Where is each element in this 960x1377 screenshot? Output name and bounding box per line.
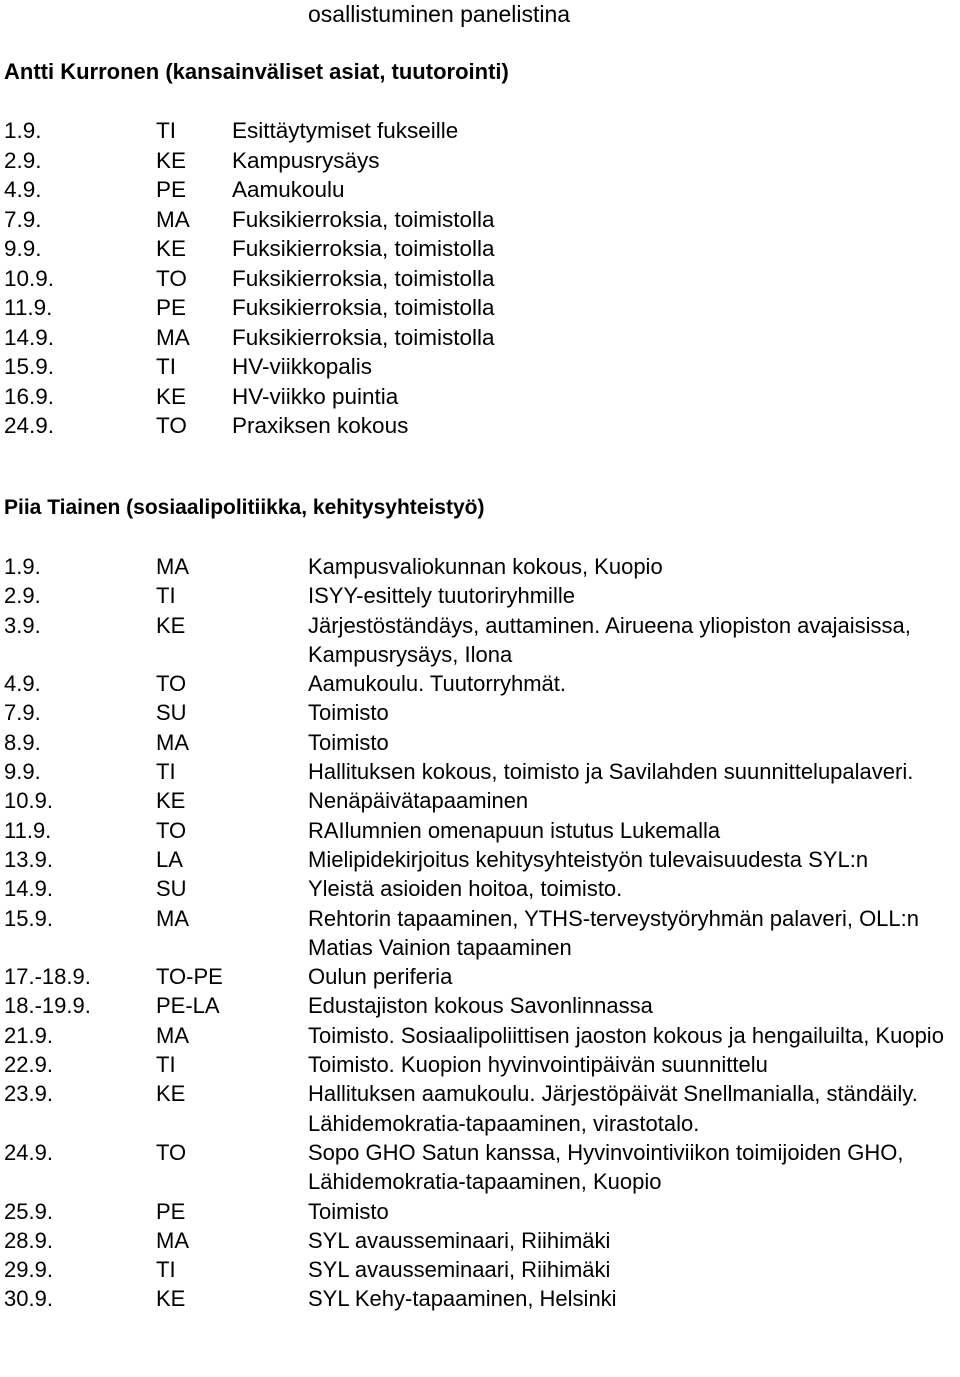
schedule-date: 24.9. [4, 413, 55, 438]
schedule-row [4, 874, 958, 903]
schedule-date: 1.9. [4, 118, 42, 143]
schedule-description: Edustajiston kokous Savonlinnassa [308, 993, 653, 1019]
section-heading-antti: Antti Kurronen (kansainväliset asiat, tuutorointi) [4, 59, 509, 84]
schedule-day: PE [156, 295, 187, 320]
schedule-description: Kampusvaliokunnan kokous, Kuopio [308, 554, 663, 579]
schedule-description: Fuksikierroksia, toimistolla [232, 265, 495, 291]
schedule-description: Toimisto. Kuopion hyvinvointipäivän suunnittelu [308, 1052, 768, 1078]
schedule-description: Esittäytymiset fukseille [232, 118, 459, 143]
schedule-description: Fuksikierroksia, toimistolla [232, 236, 495, 261]
schedule-row [4, 991, 958, 1020]
schedule-description: ISYY-esittely tuutoriryhmille [308, 583, 575, 609]
schedule-day: MA [156, 729, 189, 755]
schedule-description: Mielipidekirjoitus kehitysyhteistyön tulevaisuudesta SYL:n [308, 846, 869, 872]
schedule-date: 15.9. [4, 354, 55, 379]
schedule-row [4, 552, 958, 581]
schedule-day: PE [156, 1198, 186, 1224]
schedule-day: TI [156, 118, 176, 143]
schedule-description: Nenäpäivätapaaminen [308, 788, 529, 814]
schedule-day: KE [156, 383, 187, 409]
schedule-day: KE [156, 612, 186, 638]
schedule-row [4, 146, 495, 176]
schedule-description: Aamukoulu [232, 177, 345, 202]
schedule-day: TI [156, 1052, 176, 1078]
schedule-day: TO-PE [156, 964, 223, 990]
schedule-row [4, 352, 495, 382]
schedule-day: KE [156, 1286, 186, 1312]
schedule-row [4, 1226, 958, 1255]
schedule-date: 2.9. [4, 583, 41, 609]
schedule-date: 23.9. [4, 1081, 53, 1107]
schedule-day: TO [156, 1139, 187, 1165]
section-heading-piia: Piia Tiainen (sosiaalipolitiikka, kehitysyhteistyö) [4, 496, 485, 519]
schedule-date: 16.9. [4, 383, 55, 409]
schedule-description: Fuksikierroksia, toimistolla [232, 295, 495, 320]
schedule-day: TI [156, 354, 176, 379]
schedule-day: MA [156, 905, 189, 931]
schedule-day: TO [156, 671, 187, 697]
schedule-description: HV-viikko puintia [232, 383, 399, 409]
schedule-description: RAIlumnien omenapuun istutus Lukemalla [308, 817, 721, 843]
schedule-date: 11.9. [4, 817, 52, 843]
schedule-date: 14.9. [4, 876, 53, 902]
schedule-row [4, 816, 958, 845]
schedule-description: Oulun periferia [308, 964, 453, 990]
schedule-day: PE [156, 177, 187, 202]
schedule-description: SYL Kehy-tapaaminen, Helsinki [308, 1286, 617, 1312]
schedule-day: KE [156, 236, 187, 261]
schedule-row [4, 728, 958, 757]
schedule-day: PE-LA [156, 993, 220, 1019]
schedule-row [4, 845, 958, 874]
schedule-description: Toimisto. Sosiaalipoliittisen jaoston kokous ja hengailuilta, Kuopio [308, 1022, 944, 1048]
schedule-day: TI [156, 759, 176, 785]
schedule-row [4, 1138, 958, 1197]
schedule-date: 2.9. [4, 147, 42, 173]
schedule-description: Fuksikierroksia, toimistolla [232, 206, 495, 232]
schedule-day: SU [156, 700, 187, 726]
schedule-row [4, 962, 958, 991]
schedule-day: TO [156, 817, 187, 843]
schedule-row [4, 786, 958, 815]
schedule-row [4, 175, 495, 205]
schedule-date: 4.9. [4, 671, 41, 697]
schedule-row [4, 1050, 958, 1079]
schedule-day: KE [156, 788, 186, 814]
schedule-row [4, 1255, 958, 1284]
schedule-day: MA [156, 1227, 189, 1253]
intro-line: osallistuminen panelistina [308, 1, 571, 27]
schedule-row [4, 1079, 958, 1138]
schedule-description: HV-viikkopalis [232, 354, 373, 379]
schedule-date: 1.9. [4, 554, 41, 579]
schedule-row [4, 382, 495, 412]
schedule-date: 18.-19.9. [4, 993, 91, 1019]
schedule-date: 9.9. [4, 236, 42, 261]
schedule-row [4, 611, 958, 670]
schedule-date: 11.9. [4, 295, 53, 320]
schedule-description: Järjestöständäys, auttaminen. Airueena yliopiston avajaisissa, Kampusrysäys, Ilona [308, 612, 911, 667]
schedule-day: KE [156, 147, 187, 173]
schedule-day: TO [156, 413, 187, 438]
schedule-description: Rehtorin tapaaminen, YTHS-terveystyöryhmän palaveri, OLL:n Matias Vainion tapaaminen [308, 905, 919, 960]
schedule-list-antti [4, 116, 495, 441]
schedule-description: Praxiksen kokous [232, 413, 409, 438]
schedule-row [4, 757, 958, 786]
schedule-day: TI [156, 583, 176, 609]
schedule-date: 25.9. [4, 1198, 53, 1224]
schedule-day: TI [156, 1257, 176, 1283]
schedule-description: Toimisto [308, 1198, 389, 1224]
schedule-row [4, 234, 495, 264]
schedule-date: 17.-18.9. [4, 964, 91, 990]
schedule-date: 4.9. [4, 177, 42, 202]
schedule-row [4, 904, 958, 963]
schedule-row [4, 411, 495, 441]
schedule-description: Kampusrysäys [232, 147, 380, 173]
schedule-day: MA [156, 1022, 189, 1048]
schedule-day: MA [156, 324, 190, 350]
schedule-date: 9.9. [4, 759, 41, 785]
schedule-date: 30.9. [4, 1286, 53, 1312]
schedule-list-piia [4, 552, 958, 1314]
schedule-row [4, 1021, 958, 1050]
schedule-row [4, 581, 958, 610]
schedule-description: Yleistä asioiden hoitoa, toimisto. [308, 876, 623, 902]
schedule-row [4, 116, 495, 146]
schedule-row [4, 264, 495, 294]
schedule-row [4, 293, 495, 323]
schedule-date: 3.9. [4, 612, 41, 638]
schedule-date: 8.9. [4, 729, 41, 755]
schedule-day: KE [156, 1081, 186, 1107]
schedule-description: SYL avausseminaari, Riihimäki [308, 1257, 611, 1283]
schedule-day: SU [156, 876, 187, 902]
schedule-row [4, 698, 958, 727]
schedule-day: MA [156, 206, 190, 232]
schedule-row [4, 323, 495, 353]
schedule-date: 14.9. [4, 324, 55, 350]
schedule-description: Hallituksen kokous, toimisto ja Savilahden suunnittelupalaveri. [308, 759, 914, 785]
schedule-date: 28.9. [4, 1227, 53, 1253]
schedule-date: 10.9. [4, 265, 55, 291]
schedule-date: 7.9. [4, 700, 41, 726]
schedule-description: Toimisto [308, 729, 389, 755]
schedule-day: TO [156, 265, 187, 291]
schedule-row [4, 205, 495, 235]
schedule-row [4, 669, 958, 698]
schedule-date: 7.9. [4, 206, 42, 232]
schedule-description: Fuksikierroksia, toimistolla [232, 324, 495, 350]
schedule-description: Aamukoulu. Tuutorryhmät. [308, 671, 567, 697]
schedule-date: 15.9. [4, 905, 53, 931]
schedule-date: 24.9. [4, 1139, 53, 1165]
schedule-description: Hallituksen aamukoulu. Järjestöpäivät Snellmanialla, ständäily. Lähidemokratia-tapaaminen, virastotalo. [308, 1081, 918, 1136]
schedule-description: Sopo GHO Satun kanssa, Hyvinvointiviikon toimijoiden GHO, Lähidemokratia-tapaaminen, Kuopio [308, 1139, 904, 1195]
schedule-date: 10.9. [4, 788, 53, 814]
schedule-date: 29.9. [4, 1257, 53, 1283]
schedule-date: 13.9. [4, 846, 53, 872]
schedule-date: 22.9. [4, 1052, 53, 1078]
schedule-row [4, 1284, 958, 1313]
schedule-description: SYL avausseminaari, Riihimäki [308, 1227, 611, 1253]
schedule-day: LA [156, 846, 183, 872]
schedule-day: MA [156, 554, 189, 579]
schedule-date: 21.9. [4, 1022, 53, 1048]
schedule-description: Toimisto [308, 700, 389, 726]
schedule-row [4, 1197, 958, 1226]
